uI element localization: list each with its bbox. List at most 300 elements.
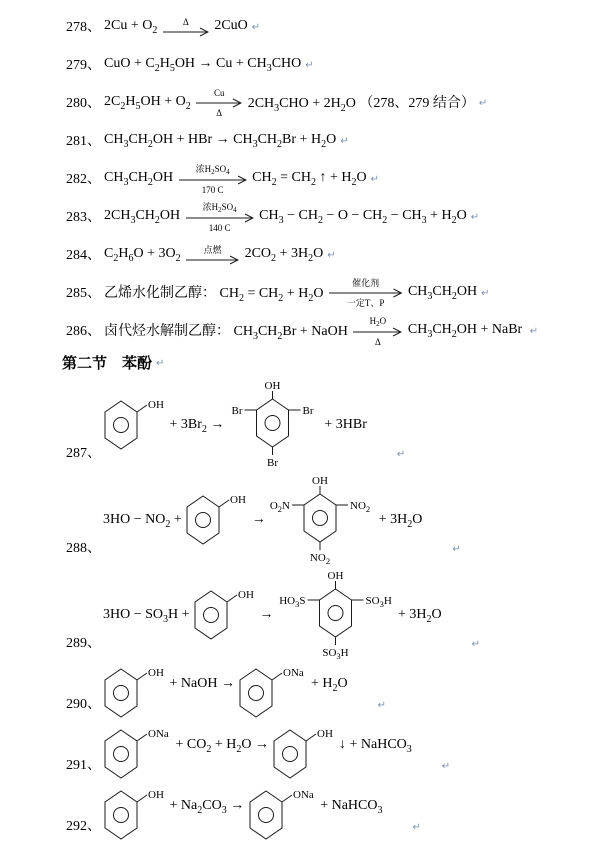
substituent-label: $NO_2$	[350, 500, 371, 514]
subscript: 2	[351, 176, 357, 188]
reaction-condition-above	[204, 245, 222, 255]
subscript: 3	[130, 214, 136, 226]
subscript: 3	[427, 328, 433, 340]
subscript: 2	[426, 613, 432, 625]
formula-fragment: ↑ + H	[315, 170, 352, 185]
equation-row	[66, 83, 590, 121]
substituent-label: ONa	[292, 789, 314, 801]
formula-fragment: + H	[211, 737, 237, 752]
subscript: 2	[451, 328, 457, 340]
arrow-line	[353, 327, 402, 337]
paragraph-mark: ↵	[305, 59, 314, 71]
substituent-label: OH	[312, 475, 329, 487]
formula-fragment: CH	[248, 170, 272, 185]
equation-row	[66, 235, 590, 273]
aromatic-circle	[114, 686, 129, 701]
formula-text	[404, 284, 477, 300]
formula-fragment: O	[431, 607, 442, 622]
paragraph-mark: ↵	[340, 135, 349, 147]
paragraph-mark: ↵	[156, 358, 165, 369]
formula-text	[307, 676, 347, 692]
subscript: 2	[310, 176, 316, 188]
formula-fragment: CH	[257, 132, 278, 147]
subscript: 2	[113, 252, 119, 264]
equation-row	[66, 273, 590, 311]
formula-fragment	[191, 94, 195, 109]
equation-number: 291、	[66, 758, 101, 773]
paragraph-mark: ↵	[412, 822, 421, 833]
formula-text	[104, 56, 301, 72]
formula-text	[104, 94, 194, 110]
formula-fragment: H	[118, 246, 129, 261]
subscript: 2	[317, 214, 323, 226]
formula-fragment: →	[248, 512, 270, 527]
substituent-label: $SO_3H$	[322, 647, 349, 661]
formula-fragment: Br + NaOH	[282, 324, 352, 339]
subscript: 3	[252, 138, 258, 150]
structure-row	[66, 786, 590, 844]
aromatic-circle	[114, 747, 129, 762]
subscript: 2	[197, 804, 203, 816]
reaction-arrow	[329, 278, 403, 308]
equation-row	[66, 197, 590, 235]
substituent-label: OH	[230, 494, 247, 506]
substituent-label: $SO_3H$	[365, 595, 392, 609]
substituent-label: OH	[238, 589, 254, 601]
subscript: 2	[165, 518, 171, 530]
formula-fragment: 乙烯水化制乙醇： CH	[104, 286, 239, 301]
paragraph-mark: ↵	[481, 287, 490, 299]
formula-fragment: CH	[128, 170, 148, 185]
formula-text	[241, 246, 323, 262]
aromatic-circle	[114, 418, 129, 433]
reaction-arrow	[179, 164, 247, 195]
formula-fragment: + 3H	[375, 512, 408, 527]
subscript: 2	[154, 62, 160, 74]
subscript: 2	[236, 743, 242, 755]
formula-text	[104, 282, 327, 302]
bond-line	[219, 500, 229, 507]
substituent-label: $O_2N$	[270, 500, 291, 514]
subscript: 3	[427, 290, 433, 302]
formula-fragment: CuO + C	[104, 56, 155, 71]
benzene-ring-structure	[103, 396, 166, 454]
paragraph-mark: ↵	[327, 249, 336, 261]
formula-fragment: = CH	[243, 286, 279, 301]
benzene-ring-structure	[103, 664, 166, 722]
formula-fragment: = CH	[276, 170, 311, 185]
benzene-hexagon	[195, 591, 227, 639]
formula-fragment: + H	[426, 208, 452, 223]
reaction-content	[103, 474, 422, 566]
structure-row	[66, 725, 590, 783]
aromatic-circle	[313, 511, 328, 526]
formula-text	[166, 417, 228, 433]
substituent-label: OH	[264, 380, 281, 392]
reaction-condition-below	[209, 223, 231, 233]
subscript: 4	[226, 167, 230, 176]
aromatic-circle	[196, 513, 211, 528]
formula-fragment: 一定T、P	[346, 298, 385, 308]
formula-fragment: 2CuO	[210, 18, 248, 33]
formula-fragment: OH	[456, 284, 478, 299]
benzene-hexagon	[105, 669, 137, 717]
equation-row	[66, 311, 590, 349]
formula-fragment: − CH	[283, 208, 318, 223]
reaction-condition-above	[196, 164, 230, 175]
benzene-ring-structure	[248, 786, 317, 844]
benzene-ring-structure	[193, 586, 256, 644]
formula-fragment: Cu	[213, 88, 225, 98]
formula-fragment: H +	[168, 607, 194, 622]
paragraph-mark: ↵	[529, 325, 539, 337]
subscript: 3	[252, 330, 258, 342]
formula-text	[256, 208, 467, 224]
subscript: 3	[377, 804, 383, 816]
formula-fragment: 卤代烃水解制乙醇： CH	[104, 324, 253, 339]
subscript: 2	[278, 292, 284, 304]
formula-fragment: + 3H	[276, 246, 309, 261]
formula-fragment: 2Cu + O	[104, 18, 153, 33]
subscript: 3	[274, 102, 280, 114]
formula-fragment: Br + H	[282, 132, 322, 147]
aromatic-circle	[258, 808, 273, 823]
subscript: 2	[340, 102, 346, 114]
subscript: 2	[154, 214, 160, 226]
subscript: 2	[308, 292, 314, 304]
subscript: 2	[451, 214, 457, 226]
arrow-line	[329, 288, 403, 298]
subscript: 2	[206, 743, 212, 755]
formula-text	[104, 132, 336, 148]
reaction-condition-above	[370, 316, 387, 327]
subscript: 3	[421, 214, 427, 226]
formula-fragment: OH + NaBr	[456, 322, 526, 337]
formula-text	[104, 170, 177, 186]
equation-row	[66, 7, 590, 45]
bond-line	[137, 795, 147, 802]
benzene-ring-structure	[272, 725, 335, 783]
benzene-ring-structure	[277, 569, 398, 661]
subscript: 2	[271, 252, 277, 264]
equation-row	[66, 159, 590, 197]
formula-fragment: + Na	[166, 798, 198, 813]
bond-line	[137, 734, 147, 741]
formula-fragment: O + 3O	[133, 246, 176, 261]
formula-text	[248, 512, 269, 528]
structure-reactions-list	[66, 379, 590, 844]
reaction-condition-above	[214, 88, 225, 98]
formula-text	[404, 322, 525, 338]
substituent-label: ONa	[283, 667, 305, 679]
equation-number: 278、	[66, 20, 101, 35]
formula-fragment: O （278、279 结合）	[345, 96, 475, 111]
formula-fragment: CH	[104, 170, 124, 185]
formula-fragment: − O − CH	[322, 208, 383, 223]
subscript: 3	[123, 176, 129, 188]
structure-row	[66, 569, 590, 661]
equation-number: 279、	[66, 58, 101, 73]
formula-fragment: CH	[135, 208, 155, 223]
paragraph-mark: ↵	[251, 21, 261, 33]
arrow-line	[163, 27, 209, 37]
benzene-hexagon	[240, 669, 272, 717]
formula-fragment	[157, 18, 161, 33]
formula-text	[375, 512, 422, 528]
formula-fragment: →	[226, 798, 248, 813]
equation-number: 286、	[66, 324, 101, 339]
subscript: 2	[321, 138, 327, 150]
formula-fragment: + NaHCO	[316, 798, 378, 813]
equation-number: 292、	[66, 819, 101, 834]
formula-fragment: + NaOH →	[166, 676, 239, 691]
subscript: 5	[135, 100, 141, 112]
subscript: 2	[308, 252, 314, 264]
formula-fragment: Δ	[182, 17, 189, 27]
equation-row	[66, 121, 590, 159]
reaction-content	[103, 569, 442, 661]
formula-fragment: O	[313, 286, 327, 301]
formula-fragment: +	[170, 512, 186, 527]
formula-fragment: OH + HBr → CH	[152, 132, 253, 147]
formula-fragment: CH	[404, 284, 428, 299]
paragraph-mark: ↵	[478, 97, 488, 109]
formula-fragment: 2CH	[104, 208, 131, 223]
benzene-hexagon	[304, 494, 336, 542]
formula-fragment: O	[326, 132, 337, 147]
formula-text	[211, 18, 248, 34]
reaction-condition-below	[347, 298, 385, 308]
substituent-label: Br	[266, 457, 278, 469]
reaction-content	[103, 725, 412, 783]
bond-line	[227, 595, 237, 602]
formula-fragment: CHO + 2H	[279, 96, 341, 111]
reaction-content	[103, 786, 382, 844]
formula-fragment: 浓H	[195, 163, 212, 174]
formula-fragment: CO	[202, 798, 222, 813]
formula-text	[317, 798, 383, 814]
substituent-label: OH	[148, 667, 164, 679]
reaction-arrow	[186, 245, 239, 265]
reaction-condition-above	[352, 278, 379, 288]
subscript: 3	[406, 743, 412, 755]
section-heading-text: 第二节 苯酚	[62, 356, 153, 372]
formula-fragment: OH → Cu + CH	[174, 56, 267, 71]
paragraph-mark: ↵	[377, 700, 386, 711]
formula-fragment: O	[313, 246, 324, 261]
formula-fragment: 点燃	[203, 245, 222, 255]
bond-line	[272, 673, 282, 680]
equation-number: 282、	[66, 172, 101, 187]
subscript: 2	[407, 518, 413, 530]
formula-fragment: CH	[257, 324, 278, 339]
paragraph-mark: ↵	[396, 449, 406, 460]
formula-fragment: SO	[221, 201, 234, 212]
formula-fragment: Δ	[374, 336, 381, 347]
structure-row	[66, 474, 590, 566]
formula-fragment: O →	[241, 737, 273, 752]
benzene-ring-structure	[228, 379, 321, 471]
bond-line	[282, 795, 292, 802]
reaction-arrow	[163, 17, 209, 37]
benzene-ring-structure	[269, 474, 375, 566]
equation-number: 288、	[66, 541, 101, 556]
benzene-hexagon	[274, 730, 306, 778]
subscript: 2	[120, 100, 126, 112]
subscript: 2	[376, 319, 380, 328]
formula-fragment: H	[125, 94, 136, 109]
formula-text	[104, 246, 184, 262]
benzene-hexagon	[187, 496, 219, 544]
subscript: 2	[238, 292, 244, 304]
reaction-condition-above	[183, 17, 189, 27]
formula-text	[244, 92, 475, 112]
formula-fragment: OH	[152, 170, 177, 185]
formula-fragment: ↓ + NaHCO	[335, 737, 407, 752]
formula-text	[335, 737, 411, 753]
section-heading	[62, 349, 590, 376]
formula-fragment: 3HO − NO	[103, 512, 166, 527]
formula-text	[172, 737, 272, 753]
formula-fragment: Δ	[216, 108, 223, 118]
formula-fragment: + 3Br	[166, 417, 202, 432]
aromatic-circle	[283, 747, 298, 762]
reaction-condition-below	[216, 108, 222, 118]
subscript: 2	[147, 176, 153, 188]
subscript: 2	[451, 290, 457, 302]
structure-row	[66, 664, 590, 722]
formula-fragment: CH	[432, 284, 452, 299]
formula-fragment: O	[379, 315, 387, 326]
formula-fragment: →	[206, 417, 228, 432]
formula-fragment: O	[456, 208, 467, 223]
subscript: 3	[221, 804, 227, 816]
subscript: 3	[266, 62, 272, 74]
formula-text	[321, 417, 367, 433]
subscript: 2	[152, 24, 158, 36]
formula-fragment: + H	[283, 286, 309, 301]
formula-text	[398, 607, 442, 623]
benzene-ring-structure	[185, 491, 248, 549]
subscript: 3	[163, 613, 169, 625]
benzene-hexagon	[250, 791, 282, 839]
formula-text	[104, 208, 184, 224]
substituent-label: ONa	[148, 728, 169, 740]
aromatic-circle	[249, 686, 264, 701]
bond-line	[137, 405, 147, 412]
formula-fragment: 浓H	[202, 201, 219, 212]
formula-text	[103, 607, 193, 623]
benzene-hexagon	[105, 401, 137, 449]
benzene-hexagon	[105, 791, 137, 839]
subscript: 2	[185, 100, 191, 112]
formula-fragment: 2CH	[244, 96, 275, 111]
subscript: 2	[218, 205, 222, 214]
equation-row	[66, 45, 590, 83]
substituent-label: Br	[302, 405, 314, 417]
subscript: 6	[128, 252, 134, 264]
equation-number: 285、	[66, 286, 101, 301]
equation-number: 280、	[66, 96, 101, 111]
equation-number: 290、	[66, 697, 101, 712]
substituent-label: OH	[148, 789, 164, 801]
formula-fragment: C	[104, 246, 114, 261]
reaction-arrow	[353, 316, 402, 347]
formula-fragment: CH	[104, 132, 124, 147]
paragraph-mark: ↵	[470, 211, 480, 223]
formula-fragment: H	[159, 56, 170, 71]
formula-fragment: 催化剂	[352, 278, 380, 288]
reaction-condition-above	[203, 202, 237, 213]
benzene-hexagon	[256, 399, 288, 447]
bond-line	[306, 734, 316, 741]
aromatic-circle	[114, 808, 129, 823]
equation-number: 289、	[66, 636, 101, 651]
subscript: 2	[175, 252, 181, 264]
formula-fragment: OH + O	[140, 94, 186, 109]
formula-fragment	[181, 246, 185, 261]
subscript: 3	[278, 214, 284, 226]
reaction-arrow	[196, 88, 242, 118]
formula-text	[249, 170, 367, 186]
formula-fragment: OH	[159, 208, 184, 223]
subscript: 2	[271, 176, 277, 188]
formula-text	[104, 18, 161, 34]
formula-fragment: O	[412, 512, 423, 527]
subscript: 2	[382, 214, 388, 226]
benzene-ring-structure	[238, 664, 307, 722]
formula-text	[104, 320, 351, 340]
equation-number: 283、	[66, 210, 101, 225]
formula-fragment: O	[356, 170, 367, 185]
formula-fragment: 170 C	[201, 184, 224, 195]
equation-number: 281、	[66, 134, 101, 149]
subscript: 5	[169, 62, 175, 74]
subscript: 2	[211, 167, 215, 176]
structure-row	[66, 379, 590, 471]
equation-number: 287、	[66, 446, 101, 461]
substituent-label: $HO_3S$	[279, 595, 306, 609]
formula-fragment: CH	[128, 132, 148, 147]
subscript: 2	[147, 138, 153, 150]
aromatic-circle	[265, 416, 280, 431]
benzene-ring-structure	[103, 786, 166, 844]
benzene-hexagon	[320, 589, 352, 637]
paragraph-mark: ↵	[370, 173, 379, 185]
formula-fragment: CH	[432, 322, 452, 337]
formula-fragment: →	[256, 607, 278, 622]
formula-fragment: CH	[404, 322, 428, 337]
formula-fragment: 2C	[104, 94, 121, 109]
aromatic-circle	[328, 606, 343, 621]
formula-text	[103, 512, 185, 528]
formula-fragment: 2CO	[241, 246, 272, 261]
formula-fragment: + 3HBr	[320, 417, 367, 432]
reaction-condition-below	[375, 337, 381, 347]
reaction-content	[103, 664, 348, 722]
arrow-line	[186, 255, 239, 265]
paragraph-mark: ↵	[441, 761, 451, 772]
substituent-label: OH	[327, 570, 344, 582]
paragraph-mark: ↵	[452, 544, 461, 555]
formula-fragment: − CH	[387, 208, 422, 223]
aromatic-circle	[204, 608, 219, 623]
formula-text	[166, 798, 248, 814]
substituent-label: OH	[317, 728, 334, 740]
formula-fragment: + 3H	[398, 607, 427, 622]
formula-fragment: 3HO − SO	[103, 607, 164, 622]
reaction-content	[103, 379, 367, 471]
